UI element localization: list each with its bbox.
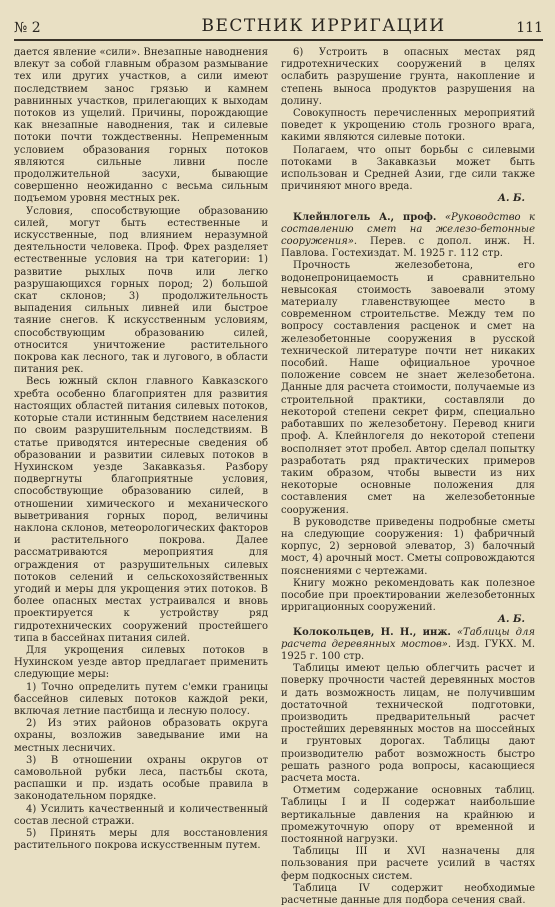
measures-list <box>14 682 268 853</box>
review-publication: Изд. ГУКХ. М. 1925 г. 100 стр. <box>281 638 535 662</box>
paragraph: Весь южный склон главного Кавказского хребта особенно благоприятен для развития настоящих областей питания силевых потоков, которые стали истинным бедствием населения по своим разрушительным последствиям. В статье приводятся интересные сведения об образовании и развитии силевых потоков в Нухинском уезде Закавказья. Разбору подвергнуты благоприятные условия, способствующие образованию силей, в отношении химического и механического выветривания горных пород, величины наклона склонов, метеорологических факторов и растительного покрова. Далее рассматриваются мероприятия для ограждения от разрушительных силевых потоков селений и сельскохозяйственных угодий и меры для укрощения этих потоков. В более опасных местах устраивался и вновь проектируется к устройству ряд гидротехнических сооружений простейшего типа в бассейнах питания силей. <box>14 376 268 644</box>
paragraph: Отметим содержание основных таблиц. Таблицы I и II содержат наибольшие вертикальные давления на крайнюю и промежуточную опору от временной и постоянной нагрузки. <box>281 785 535 845</box>
review-heading <box>281 212 535 261</box>
review-signature: А. Б. <box>497 614 525 626</box>
paragraph: Для укрощения силевых потоков в Нухинском уезде автор предлагает применить следующие меры: <box>14 644 268 681</box>
paragraph: Таблица IV содержит необходимые расчетные данные для подбора сечения свай. <box>281 882 535 907</box>
list-item: 3) В отношении охраны округов от самовольной рубки леса, пастьбы скота, распашки и пр. издать особые правила в законодательном порядке. <box>14 754 268 803</box>
paragraph: Таблицы имеют целью облегчить расчет и поверку прочности частей деревянных мостов и дать возможность лицам, не получившим достаточной технической подготовки, производить предварительный расчет простейших деревянных мостов на шоссейных и грунтовых дорогах. Таблицы дают производителю работ возможность быстро решать разного рода вопросы, касающиеся расчета моста. <box>281 663 535 784</box>
review-book-title: «Таблицы для расчета деревянных мостов». <box>281 626 535 650</box>
paragraph: Таблицы III и XVI назначены для пользования при расчете усилий в частях ферм подкосных систем. <box>281 846 535 882</box>
header-rule <box>14 39 543 41</box>
list-item: 5) Принять меры для восстановления растительного покрова искусственным путем. <box>14 828 268 852</box>
text-columns <box>14 47 543 907</box>
review-signature: А. Б. <box>497 193 525 205</box>
issue-number: № 2 <box>14 20 41 36</box>
paragraph: Полагаем, что опыт борьбы с силевыми потоками в Закавказьи может быть использован и Средней Азии, где сили также причиняют много вреда. <box>281 144 535 193</box>
paragraph: дается явление «сили». Внезапные наводнения влекут за собой главным образом размывание тех или других участков, а сили имеют последствием занос грязью и камнем равнинных участков, прилегающих к выходам потоков из ущелий. Причины, порождающие как внезапные наводнения, так и силевые потоки почти тождественны. Непременным условием образования горных потоков являются сильные ливни после продолжительной засухи, бывающие совершенно неожиданно с весьма сильным подъемом уровня местных рек. <box>14 47 268 205</box>
paragraph: Книгу можно рекомендовать как полезное пособие при проектировании железобетонных ирригационных сооружений. <box>281 577 535 614</box>
list-item: 6) Устроить в опасных местах ряд гидротехнических сооружений в целях ослабить разрушение грунта, накопление и степень выноса продуктов разрушения на долину. <box>281 47 535 107</box>
right-column <box>281 47 535 907</box>
left-column <box>14 47 268 907</box>
paragraph: Совокупность перечисленных мероприятий поведет к укрощению столь грозного врага, какими являются силевые потоки. <box>281 108 535 144</box>
page-header <box>14 10 543 36</box>
review-author: Клейнлогель А., проф. <box>293 211 437 223</box>
measures-list-continued <box>281 47 535 108</box>
list-item: 1) Точно определить путем с'емки границы бассейнов силевых потоков каждой реки, включая летние пастбища и лесную полосу. <box>14 681 268 717</box>
page-number: 111 <box>516 20 543 36</box>
paragraph: Условия, способствующие образованию силей, могут быть естественные и искусственные, под влиянием неразумной деятельности человека. Проф. Фрех разделяет естественные условия на три категории: 1) развитие рыхлых почв или легко разрушающихся горных пород; 2) большой скат склонов; 3) продолжительность выпадения сильных ливней или быстрое таяние снегов. К искусственным условиям, способствующим образованию силей, относится уничтожение растительного покрова как лесного, так и лугового, в области питания рек. <box>14 205 268 376</box>
list-item: 4) Усилить качественный и количественный состав лесной стражи. <box>14 803 268 827</box>
review-author: Колокольцев, Н. Н., инж. <box>293 626 451 638</box>
review-heading <box>281 627 535 664</box>
review-publication: Перев. с допол. инж. Н. Павлова. Гостехиздат. М. 1925 г. 112 стр. <box>281 236 535 260</box>
paragraph: Прочность железобетона, его водонепроницаемость и сравнительно невысокая стоимость завоевали этому материалу главенствующее место в современном строительстве. Между тем по вопросу составления расценок и смет на железобетонные сооружения в русской технической литературе почти нет никаких пособий. Наше официальное урочное положение совсем не знает железобетона. Данные для расчета стоимости, получаемые из строительной практики, составляли до некоторой степени секрет фирм, специально работавших по железобетону. Перевод книги проф. А. Клейнлогеля до некоторой степени восполняет этот пробел. Автор сделал попытку разработать ряд практических примеров таким образом, чтобы вывести из них некоторые основные положения для составления смет на железобетонные сооружения. <box>281 260 535 516</box>
journal-title: ВЕСТНИК ИРРИГАЦИИ <box>201 16 446 36</box>
paragraph: В руководстве приведены подробные сметы на следующие сооружения: 1) фабричный корпус, 2) зерновой элеватор, 3) балочный мост, 4) арочный мост. Сметы сопровождаются пояснениями с чертежами. <box>281 516 535 577</box>
review-book-title: «Руководство к составлению смет на железо-бетонные сооружения». <box>281 211 535 248</box>
list-item: 2) Из этих районов образовать округа охраны, возложив заведывание ими на местных лесничих. <box>14 718 268 754</box>
